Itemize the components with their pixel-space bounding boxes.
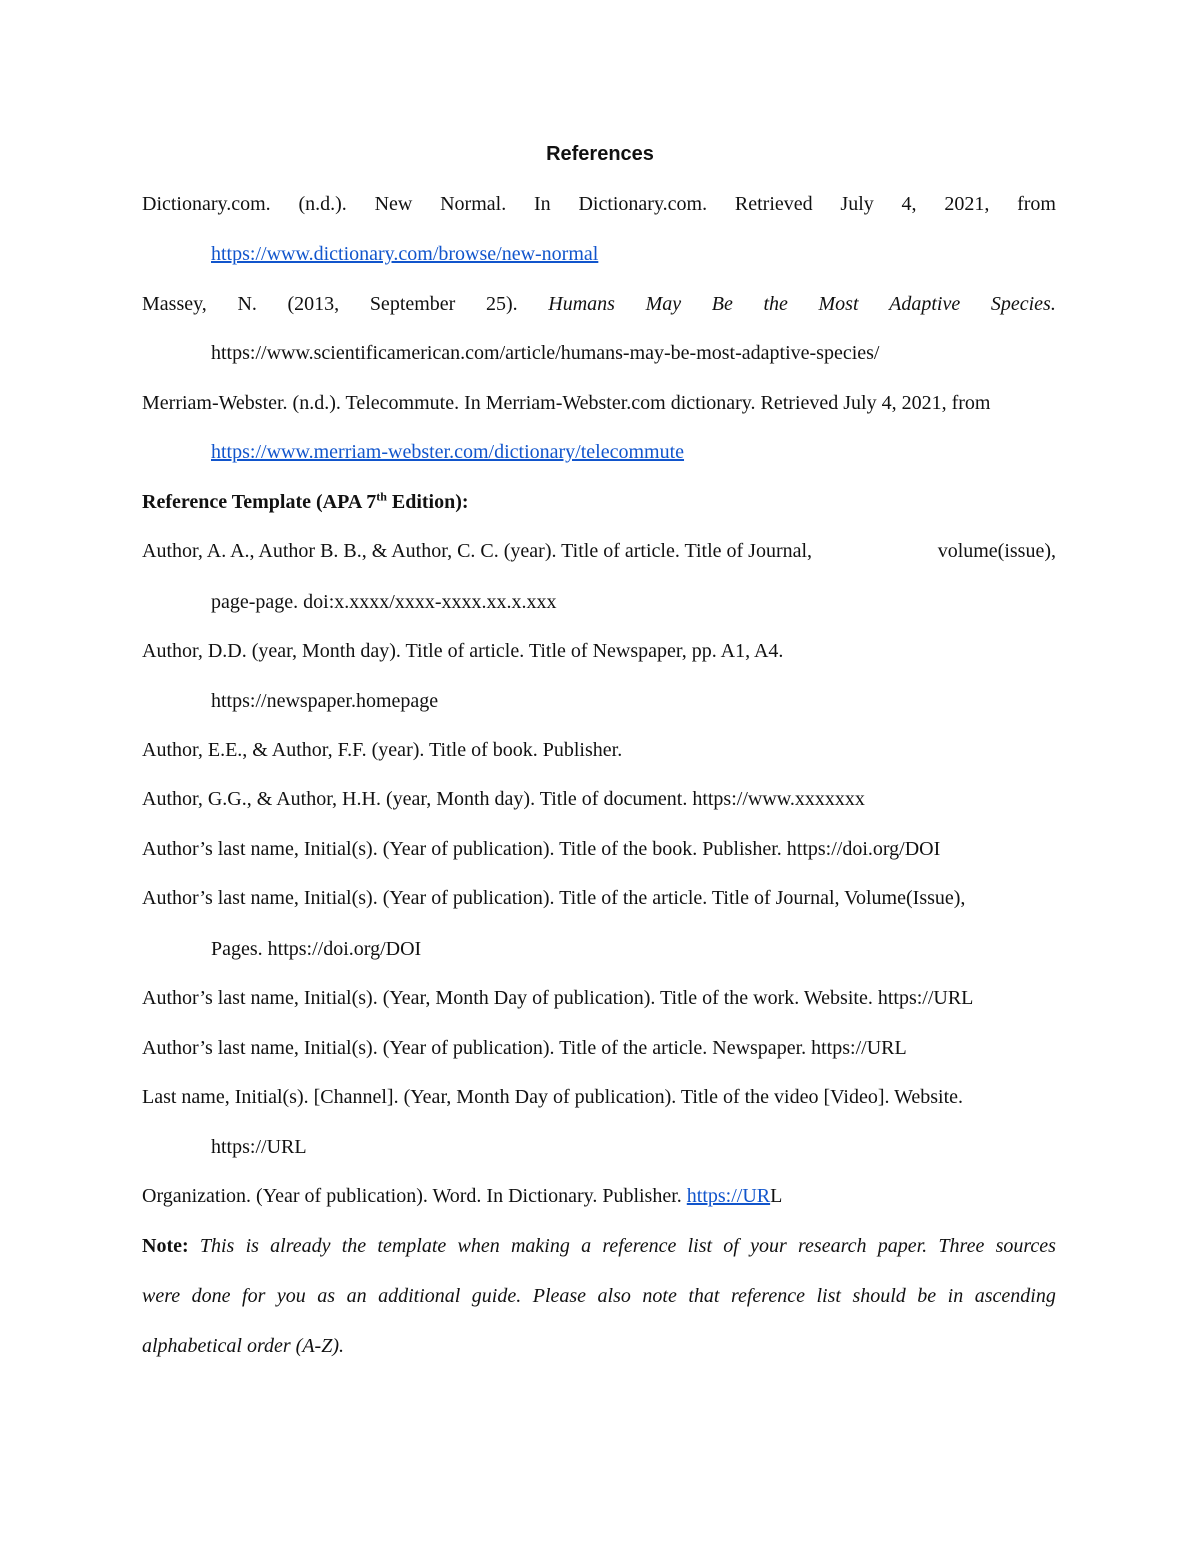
note-word: sources	[995, 1235, 1056, 1257]
template-dictionary-line	[142, 1182, 1056, 1210]
note-word: reference	[602, 1235, 677, 1257]
note-line2	[142, 1282, 1056, 1310]
template-heading-text: Reference Template (APA 7	[142, 491, 377, 513]
ref2-title-word: Most	[818, 293, 859, 315]
template-journal-line2: page-page. doi:x.xxxx/xxxx-xxxx.xx.x.xxx	[211, 591, 557, 613]
note-word: your	[750, 1235, 787, 1257]
template-book-doi-line: Author’s last name, Initial(s). (Year of publication). Title of the book. Publisher. https://doi.org/DOI	[142, 838, 941, 860]
note-word: reference	[730, 1285, 805, 1307]
note-word: list	[816, 1285, 841, 1307]
ref2-title-word: Humans	[548, 293, 615, 315]
note-line3: alphabetical order (A-Z).	[142, 1335, 345, 1357]
note-word: additional	[378, 1285, 461, 1307]
ref2-word: September	[369, 293, 456, 315]
note-word: of	[723, 1235, 739, 1257]
template-book-line: Author, E.E., & Author, F.F. (year). Title of book. Publisher.	[142, 739, 623, 761]
note-line1	[142, 1232, 1056, 1260]
note-word: for	[242, 1285, 266, 1307]
ref1-word: 4,	[901, 193, 917, 215]
ref1-word: 2021,	[944, 193, 990, 215]
reference-massey-url-line	[211, 339, 1056, 367]
note-word: in	[947, 1285, 964, 1307]
ref1-word: New	[374, 193, 413, 215]
reference-merriam-line1: Merriam-Webster. (n.d.). Telecommute. In Merriam-Webster.com dictionary. Retrieved July 4, 2021, from	[142, 392, 991, 414]
note-word: be	[917, 1285, 937, 1307]
ref2-word: (2013,	[287, 293, 340, 315]
ref2-word: N.	[237, 293, 257, 315]
template-article-doi-line1: Author’s last name, Initial(s). (Year of publication). Title of the article. Title of Journal, Volume(Issue),	[142, 887, 966, 909]
note-word: Three	[938, 1235, 985, 1257]
ref1-word: July	[840, 193, 874, 215]
template-journal-volume: volume(issue),	[937, 540, 1056, 562]
note-word: should	[852, 1285, 906, 1307]
note-word: a	[581, 1235, 592, 1257]
note-word: the	[341, 1235, 367, 1257]
template-newspaper-url-line: Author’s last name, Initial(s). (Year of publication). Title of the article. Newspaper. https://URL	[142, 1037, 907, 1059]
template-document-line: Author, G.G., & Author, H.H. (year, Month day). Title of document. https://www.xxxxxxx	[142, 788, 865, 810]
note-word: done	[191, 1285, 231, 1307]
ref2-title-word: Be	[711, 293, 733, 315]
template-dictionary-link[interactable]: https://UR	[686, 1185, 771, 1207]
note-word: is	[245, 1235, 259, 1257]
template-heading-edition: Edition):	[386, 491, 469, 513]
template-journal-line1	[142, 537, 1056, 565]
massey-url-text: https://www.scientificamerican.com/article/humans-may-be-most-adaptive-species/	[211, 342, 880, 364]
note-word: list	[687, 1235, 713, 1257]
ref2-word: Massey,	[142, 293, 207, 315]
ref1-word: (n.d.).	[298, 193, 347, 215]
note-word: Please	[532, 1285, 587, 1307]
note-word: that	[688, 1285, 720, 1307]
ref2-title-word: the	[763, 293, 788, 315]
merriam-url-link[interactable]: https://www.merriam-webster.com/dictionary/telecommute	[211, 441, 685, 463]
ref1-word: Dictionary.com.	[578, 193, 708, 215]
note-word: an	[346, 1285, 367, 1307]
note-word: already	[270, 1235, 331, 1257]
template-journal-first: Author, A. A., Author B. B., & Author, C. C. (year). Title of article. Title of Journal,	[142, 540, 813, 562]
reference-dictionary-url-line	[211, 240, 1056, 268]
template-article-doi-line2: Pages. https://doi.org/DOI	[211, 938, 422, 960]
template-heading-superscript: th	[376, 489, 387, 504]
reference-dictionary-line1	[142, 190, 1056, 218]
note-word: paper.	[877, 1235, 928, 1257]
note-word: ascending	[974, 1285, 1056, 1307]
template-website-line: Author’s last name, Initial(s). (Year, Month Day of publication). Title of the work. Website. https://URL	[142, 987, 974, 1009]
note-word: template	[377, 1235, 447, 1257]
ref1-word: In	[533, 193, 551, 215]
ref1-word: Dictionary.com.	[142, 193, 271, 215]
template-dictionary-text: Organization. (Year of publication). Word. In Dictionary. Publisher.	[142, 1185, 687, 1207]
reference-merriam-url-line	[211, 438, 1056, 466]
template-newspaper-line1: Author, D.D. (year, Month day). Title of article. Title of Newspaper, pp. A1, A4.	[142, 640, 784, 662]
dictionary-url-link[interactable]: https://www.dictionary.com/browse/new-normal	[211, 243, 599, 265]
reference-massey-line1	[142, 290, 1056, 318]
note-word: This	[199, 1235, 235, 1257]
ref2-title-word: Adaptive	[889, 293, 961, 315]
note-word: when	[457, 1235, 500, 1257]
note-word: you	[276, 1285, 306, 1307]
ref2-title-word: Species.	[990, 293, 1056, 315]
note-word: were	[142, 1285, 181, 1307]
note-word: guide.	[471, 1285, 522, 1307]
template-dictionary-tail: L	[770, 1185, 783, 1207]
template-video-line1: Last name, Initial(s). [Channel]. (Year, Month Day of publication). Title of the video [Video]. Website.	[142, 1086, 964, 1108]
note-word: also	[597, 1285, 631, 1307]
template-newspaper-line2: https://newspaper.homepage	[211, 690, 439, 712]
ref1-word: from	[1017, 193, 1056, 215]
page-title: References	[546, 143, 654, 165]
ref2-title-word: May	[645, 293, 682, 315]
ref1-word: Retrieved	[734, 193, 813, 215]
note-word: making	[510, 1235, 570, 1257]
note-word: note	[642, 1285, 677, 1307]
ref2-word: 25).	[485, 293, 518, 315]
template-video-line2: https://URL	[211, 1136, 307, 1158]
note-word: research	[798, 1235, 867, 1257]
template-heading	[142, 488, 1056, 516]
note-word: as	[317, 1285, 336, 1307]
note-label: Note:	[142, 1235, 189, 1257]
ref1-word: Normal.	[440, 193, 507, 215]
